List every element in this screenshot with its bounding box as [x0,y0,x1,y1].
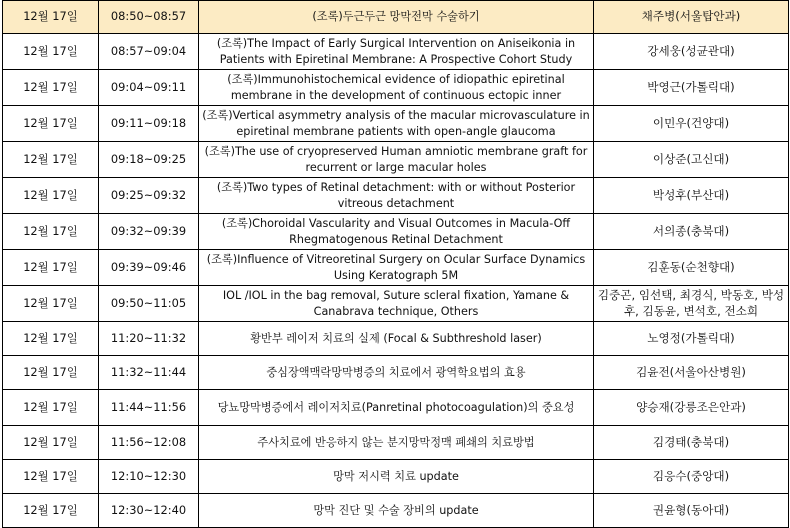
row-title: 중심장액맥락망막병증의 치료에서 광역학요법의 효용 [199,356,594,390]
row-date: 12월 17일 [3,322,99,356]
row-speaker: 강세웅(성균관대) [594,34,789,70]
row-speaker: 박성후(부산대) [594,178,789,214]
row-date: 12월 17일 [3,70,99,106]
schedule-table [2,0,789,528]
header-title: (조록)두근두근 망막전막 수술하기 [199,1,594,34]
row-date: 12월 17일 [3,390,99,426]
row-title: 주사치료에 반응하지 않는 분지망막정맥 폐쇄의 치료방법 [199,426,594,460]
row-date: 12월 17일 [3,178,99,214]
row-time: 12:30~12:40 [99,494,199,528]
row-time: 09:32~09:39 [99,214,199,250]
row-time: 09:25~09:32 [99,178,199,214]
table-row [3,178,789,214]
table-row [3,214,789,250]
row-speaker: 이민우(건양대) [594,106,789,142]
table-row [3,142,789,178]
row-title: (조록)Vertical asymmetry analysis of the macular microvasculature in epiretinal membrane patients with open-angle glaucoma [199,106,594,142]
table-row [3,34,789,70]
row-date: 12월 17일 [3,106,99,142]
row-title: (조록)Influence of Vitreoretinal Surgery on Ocular Surface Dynamics Using Keratograph 5M [199,250,594,286]
table-row [3,390,789,426]
row-speaker: 김중곤, 임선택, 최경식, 박동호, 박성후, 김동윤, 변석호, 전소희 [594,286,789,322]
header-speaker: 채주병(서울탑안과) [594,1,789,34]
row-date: 12월 17일 [3,426,99,460]
row-title: (조록)Two types of Retinal detachment: with or without Posterior vitreous detachment [199,178,594,214]
row-speaker: 이상준(고신대) [594,142,789,178]
row-date: 12월 17일 [3,214,99,250]
row-time: 09:50~11:05 [99,286,199,322]
row-time: 09:04~09:11 [99,70,199,106]
row-time: 08:57~09:04 [99,34,199,70]
table-row [3,356,789,390]
row-date: 12월 17일 [3,460,99,494]
row-title: (조록)Choroidal Vascularity and Visual Outcomes in Macula-Off Rhegmatogenous Retinal Detachment [199,214,594,250]
row-time: 09:18~09:25 [99,142,199,178]
table-row [3,70,789,106]
row-time: 09:39~09:46 [99,250,199,286]
row-speaker: 양승재(강릉조은안과) [594,390,789,426]
row-time: 11:20~11:32 [99,322,199,356]
row-date: 12월 17일 [3,34,99,70]
table-row [3,106,789,142]
table-row [3,494,789,528]
row-time: 09:11~09:18 [99,106,199,142]
table-row [3,286,789,322]
row-title: IOL /IOL in the bag removal, Suture scleral fixation, Yamane & Canabrava technique, Others [199,286,594,322]
row-time: 11:44~11:56 [99,390,199,426]
header-date: 12월 17일 [3,1,99,34]
header-time: 08:50~08:57 [99,1,199,34]
header-row [3,1,789,34]
row-speaker: 노영정(가톨릭대) [594,322,789,356]
table-row [3,460,789,494]
table-row [3,322,789,356]
row-time: 12:10~12:30 [99,460,199,494]
row-speaker: 박영근(가톨릭대) [594,70,789,106]
row-title: 망막 진단 및 수술 장비의 update [199,494,594,528]
row-title: (조록)The use of cryopreserved Human amniotic membrane graft for recurrent or large macular holes [199,142,594,178]
row-title: (조록)The Impact of Early Surgical Intervention on Aniseikonia in Patients with Epiretinal Membrane: A Prospective Cohort Study [199,34,594,70]
row-speaker: 김훈동(순천향대) [594,250,789,286]
row-date: 12월 17일 [3,356,99,390]
row-time: 11:56~12:08 [99,426,199,460]
table-row [3,426,789,460]
row-speaker: 서의종(충북대) [594,214,789,250]
row-speaker: 김응수(중앙대) [594,460,789,494]
row-time: 11:32~11:44 [99,356,199,390]
row-date: 12월 17일 [3,142,99,178]
row-title: 망막 저시력 치료 update [199,460,594,494]
row-speaker: 김경태(충북대) [594,426,789,460]
row-date: 12월 17일 [3,250,99,286]
row-date: 12월 17일 [3,494,99,528]
row-title: 당뇨망막병증에서 레이저치료(Panretinal photocoagulation)의 중요성 [199,390,594,426]
row-date: 12월 17일 [3,286,99,322]
row-speaker: 김윤전(서울아산병원) [594,356,789,390]
row-title: (조록)Immunohistochemical evidence of idiopathic epiretinal membrane in the development of continuous ectopic inner [199,70,594,106]
row-title: 황반부 레이저 치료의 실제 (Focal & Subthreshold laser) [199,322,594,356]
table-row [3,250,789,286]
row-speaker: 권윤형(동아대) [594,494,789,528]
